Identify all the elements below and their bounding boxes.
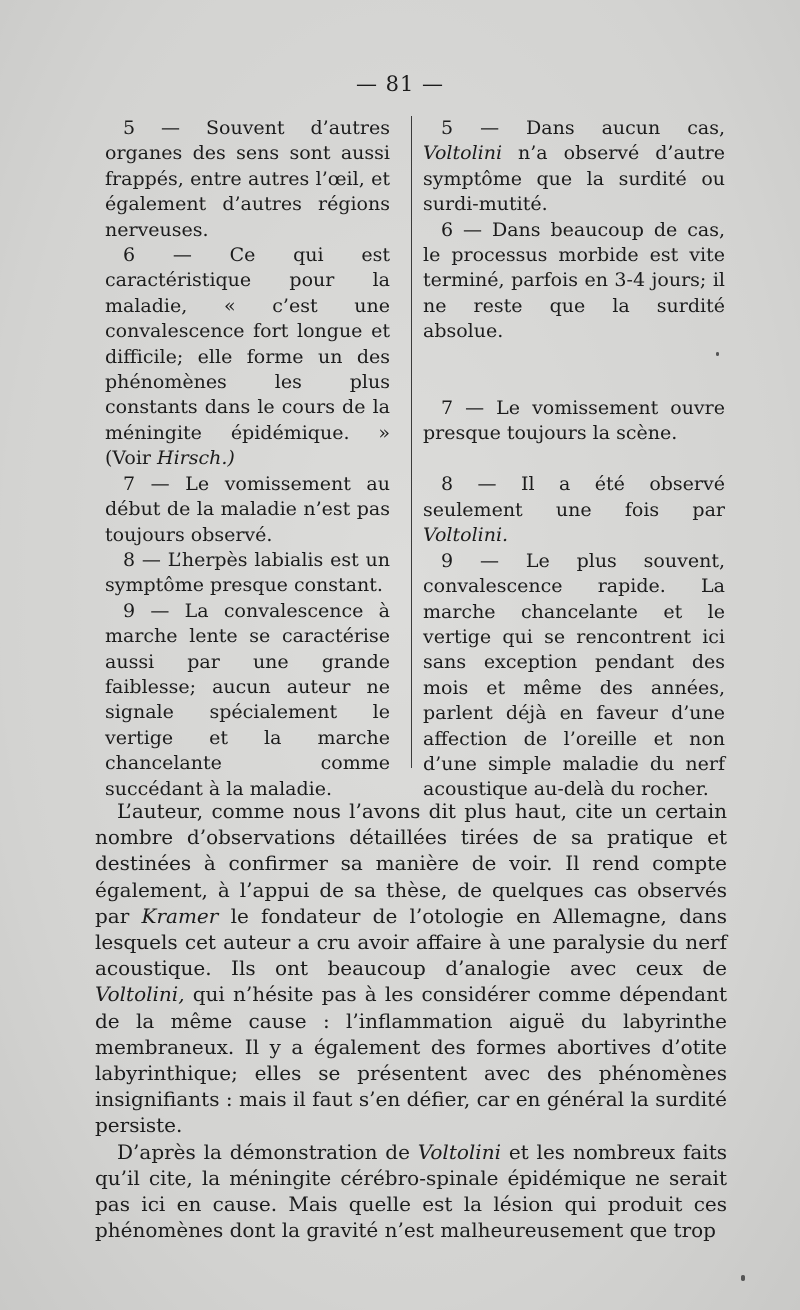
- right-item-8: 8 — Il a été observé seulement une fois par Voltolini.: [423, 473, 725, 547]
- left-item-7: 7 — Le vomissement au début de la maladie n’est pas toujours observé.: [105, 472, 390, 546]
- left-item-8: 8 — L’herpès labialis est un symptôme presque constant.: [105, 548, 390, 597]
- right-item-6: 6 — Dans beaucoup de cas, le processus morbide est vite terminé, parfois en 3-4 jours; il ne reste que la surdité absolue.: [423, 218, 725, 343]
- comparison-columns: [105, 116, 745, 801]
- page-number: — 81 —: [355, 72, 445, 96]
- column-divider: [411, 116, 412, 768]
- paper-speck: [716, 352, 719, 356]
- body-text: [95, 798, 727, 1243]
- left-item-9: 9 — La convalescence à marche lente se caractérise aussi par une grande faiblesse; aucun auteur ne signale spécialement le vertige et la marche chancelante comme succédant à la maladie.: [105, 599, 390, 800]
- right-item-7: 7 — Le vomissement ouvre presque toujours la scène.: [423, 396, 725, 445]
- paragraph-1: L’auteur, comme nous l’avons dit plus haut, cite un certain nombre d’observations détaillées tirées de sa pratique et destinées à confirmer sa manière de voir. Il rend compte également, à l’appui de sa thèse, de quelques cas observés par Kramer le fondateur de l’otologie en Allemagne, dans lesquels cet auteur a cru avoir affaire à une paralysie du nerf acoustique. Ils ont beaucoup d’analogie avec ceux de Voltolini, qui n’hésite pas à les considérer comme dépendant de la même cause : l’inflammation aiguë du labyrinthe membraneux. Il y a également des formes abortives d’otite labyrinthique; elles se présentent avec des phénomènes insignifiants : mais il faut s’en défier, car en général la surdité persiste.: [95, 799, 727, 1138]
- right-item-5: 5 — Dans aucun cas, Voltolini n’a observé d’autre symptôme que la surdité ou surdi-mutité.: [423, 117, 725, 216]
- right-column: [423, 116, 725, 803]
- left-column: [105, 116, 390, 802]
- left-item-5: 5 — Souvent d’autres organes des sens sont aussi frappés, entre autres l’œil, et également d’autres régions nerveuses.: [105, 117, 390, 241]
- left-item-6: 6 — Ce qui est caractéristique pour la maladie, « c’est une convalescence fort longue et difficile; elle forme un des phénomènes les plus constants dans le cours de la méningite épidémique. » (Voir Hirsch.): [105, 244, 390, 470]
- paper-speck: [741, 1275, 745, 1281]
- right-item-9: 9 — Le plus souvent, convalescence rapide. La marche chancelante et le vertige qui se rencontrent ici sans exception pendant des mois et même des années, parlent déjà en faveur d’une affection de l’oreille et non d’une simple maladie du nerf acoustique au-delà du rocher.: [423, 549, 725, 801]
- paragraph-2: D’après la démonstration de Voltolini et les nombreux faits qu’il cite, la méningite cérébro-spinale épidémique ne serait pas ici en cause. Mais quelle est la lésion qui produit ces phénomènes dont la gravité n’est malheureusement que trop: [95, 1139, 727, 1243]
